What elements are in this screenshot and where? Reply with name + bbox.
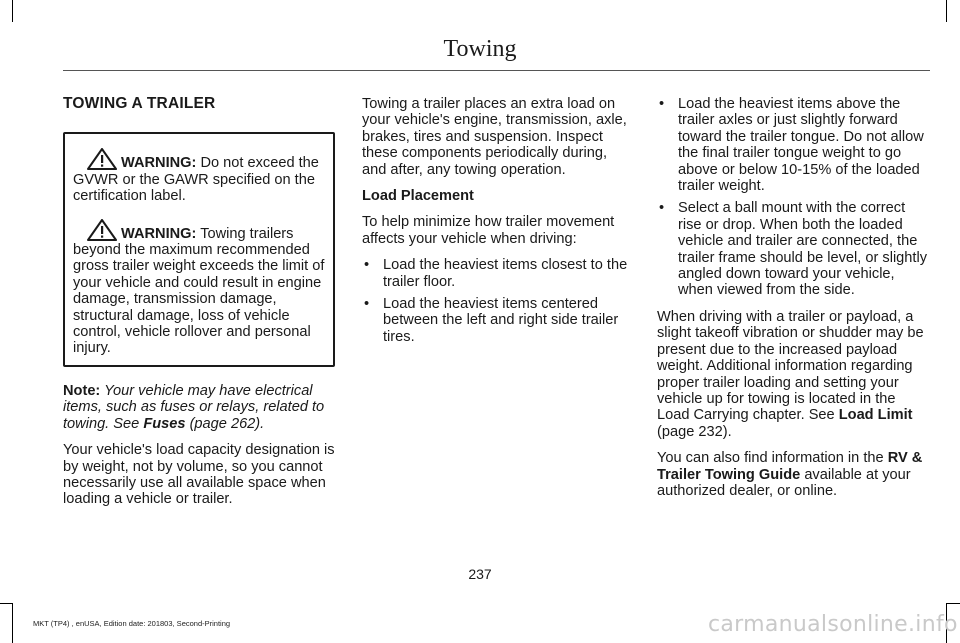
note-text: Your vehicle may have electrical items, such as fuses or relays, related to towing. See — [63, 382, 325, 432]
note-label: Note: — [63, 382, 101, 399]
warning-triangle-icon — [87, 219, 117, 241]
crop-mark — [0, 603, 12, 604]
warning-text: Do not exceed the GVWR or the GAWR specified on the certification label. — [73, 155, 319, 205]
crop-mark — [946, 603, 960, 604]
load-limit-link[interactable]: Load Limit — [838, 407, 913, 424]
header-rule — [63, 70, 930, 71]
bullet-list — [657, 96, 929, 299]
subheading-load-placement: Load Placement — [362, 188, 474, 205]
warning-triangle-icon — [87, 148, 117, 170]
column-middle — [362, 96, 634, 355]
page-header-title: Towing — [443, 36, 517, 62]
warning-label: WARNING: — [121, 155, 197, 172]
crop-mark — [12, 603, 13, 643]
body-paragraph: Your vehicle's load capacity designation is by weight, not by volume, so you cannot necessarily use all available space when loading a vehicle or trailer. — [63, 442, 335, 508]
body-paragraph — [657, 309, 929, 440]
crop-mark — [12, 0, 13, 22]
warning-item — [73, 148, 327, 204]
watermark: carmanualsonline.info — [708, 612, 958, 637]
bullet-list — [362, 257, 634, 345]
warning-label: WARNING: — [121, 225, 197, 242]
list-item: • Load the heaviest items closest to the trailer floor. — [362, 257, 634, 290]
section-title: TOWING A TRAILER — [63, 95, 216, 112]
body-text: available at your authorized dealer, or online. — [657, 466, 911, 499]
column-right — [657, 96, 929, 509]
body-paragraph — [657, 450, 929, 499]
page-number: 237 — [468, 566, 492, 582]
column-left — [63, 96, 335, 518]
list-item: • Load the heaviest items centered between the left and right side trailer tires. — [362, 296, 634, 345]
body-paragraph: Towing a trailer places an extra load on your vehicle's engine, transmission, axle, brakes, tires and suspension. Inspect these components periodically during, and after, any towing operation. — [362, 96, 627, 178]
body-paragraph: To help minimize how trailer movement affects your vehicle when driving: — [362, 214, 615, 247]
crop-mark — [946, 0, 947, 22]
list-item: • Select a ball mount with the correct rise or drop. When both the loaded vehicle and trailer are connected, the trailer frame should be level, or slightly angled down toward your vehicle, when viewed from the side. — [657, 200, 929, 298]
towing-guide-link[interactable]: RV & Trailer Towing Guide — [657, 450, 923, 483]
page-ref: (page 232). — [657, 423, 732, 440]
list-item: • Load the heaviest items above the trailer axles or just slightly forward toward the trailer tongue. Do not allow the final trailer tongue weight to go above or below 10-15% of the loaded trailer weight. — [657, 96, 929, 194]
note-paragraph — [63, 383, 335, 432]
fuses-link[interactable]: Fuses — [143, 415, 186, 432]
warning-box — [63, 132, 335, 366]
warning-item — [73, 219, 327, 357]
body-text: You can also find information in the — [657, 450, 888, 467]
warning-text: Towing trailers beyond the maximum recommended gross trailer weight exceeds the limit of your vehicle and could result in engine damage, transmission damage, structural damage, loss of vehicle control, vehicle rollover and personal injury. — [73, 225, 325, 357]
note-page-ref: (page 262). — [185, 415, 265, 432]
body-text: When driving with a trailer or payload, a slight takeoff vibration or shudder may be present due to the increased payload weight. Additional information regarding proper trailer loading and setting your vehicle up for towing is located in the Load Carrying chapter. See — [657, 308, 924, 424]
edition-footer: MKT (TP4) , enUSA, Edition date: 201803, Second-Printing — [33, 619, 231, 628]
